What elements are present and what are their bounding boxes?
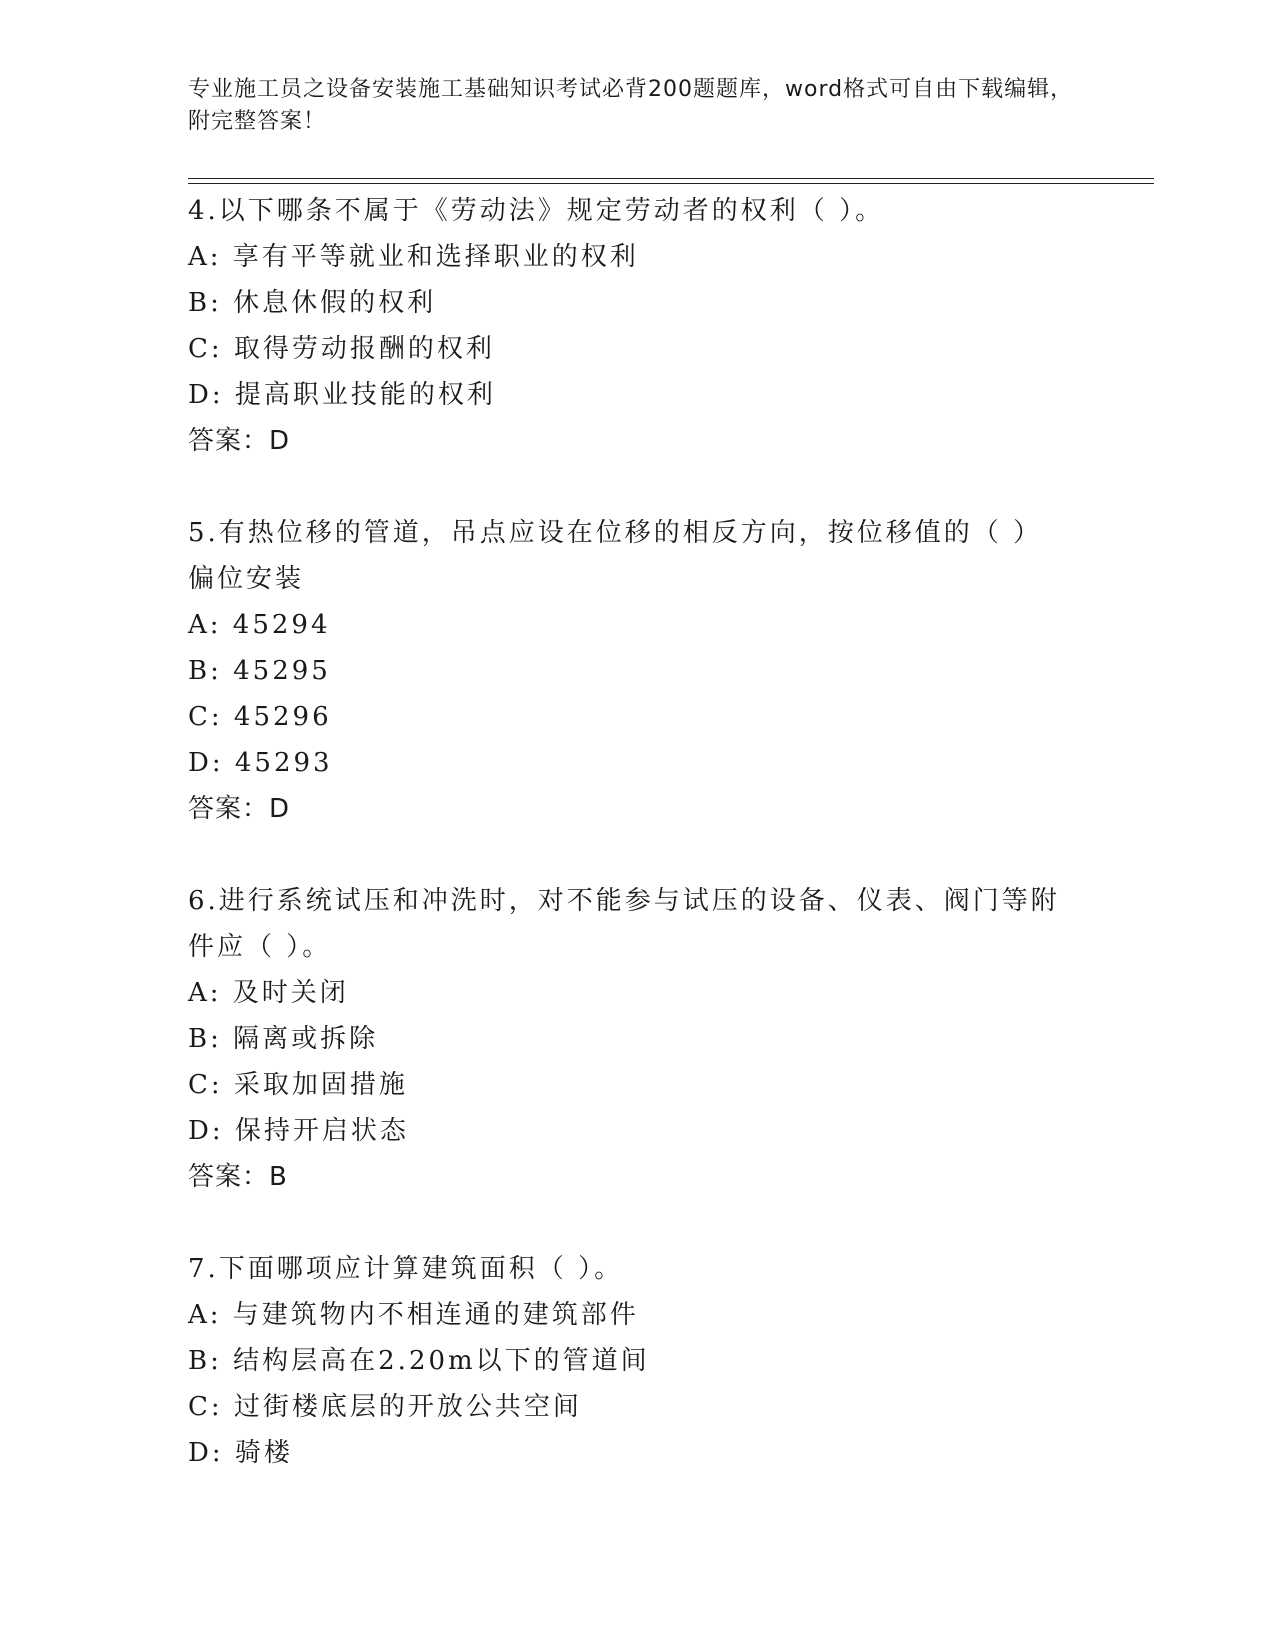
option-a: A: 及时关闭: [188, 978, 349, 1008]
answer-line: 答案：B: [188, 1162, 288, 1192]
question-6: [188, 878, 1088, 1200]
option-a: A: 与建筑物内不相连通的建筑部件: [188, 1300, 639, 1330]
question-stem: 6.进行系统试压和冲洗时，对不能参与试压的设备、仪表、阀门等附件应（ ）。: [188, 886, 1060, 962]
answer-line: 答案：D: [188, 426, 291, 456]
question-stem: 4.以下哪条不属于《劳动法》规定劳动者的权利（ ）。: [188, 196, 885, 226]
option-b: B: 休息休假的权利: [188, 288, 437, 318]
document-title: 专业施工员之设备安装施工基础知识考试必背200题题库，word格式可自由下载编辑，附完整答案！: [188, 77, 1074, 134]
question-7: [188, 1246, 1088, 1476]
question-stem: 5.有热位移的管道，吊点应设在位移的相反方向，按位移值的（ ）偏位安装: [188, 518, 1043, 594]
option-c: C: 过街楼底层的开放公共空间: [188, 1392, 582, 1422]
option-c: C: 取得劳动报酬的权利: [188, 334, 495, 364]
option-a: A: 45294: [188, 610, 331, 640]
option-d: D: 45293: [188, 748, 333, 778]
question-5: [188, 510, 1088, 832]
option-b: B: 隔离或拆除: [188, 1024, 379, 1054]
option-c: C: 采取加固措施: [188, 1070, 408, 1100]
option-b: B: 45295: [188, 656, 331, 686]
option-d: D: 骑楼: [188, 1438, 293, 1468]
option-a: A: 享有平等就业和选择职业的权利: [188, 242, 639, 272]
question-4: [188, 188, 1088, 464]
question-stem: 7.下面哪项应计算建筑面积（ ）。: [188, 1254, 624, 1284]
option-d: D: 保持开启状态: [188, 1116, 409, 1146]
question-list: [188, 188, 1088, 1522]
header-divider-top: [188, 178, 1154, 179]
option-d: D: 提高职业技能的权利: [188, 380, 496, 410]
answer-line: 答案：D: [188, 794, 291, 824]
option-c: C: 45296: [188, 702, 332, 732]
header-divider-bottom: [188, 183, 1154, 184]
option-b: B: 结构层高在2.20m以下的管道间: [188, 1346, 650, 1376]
